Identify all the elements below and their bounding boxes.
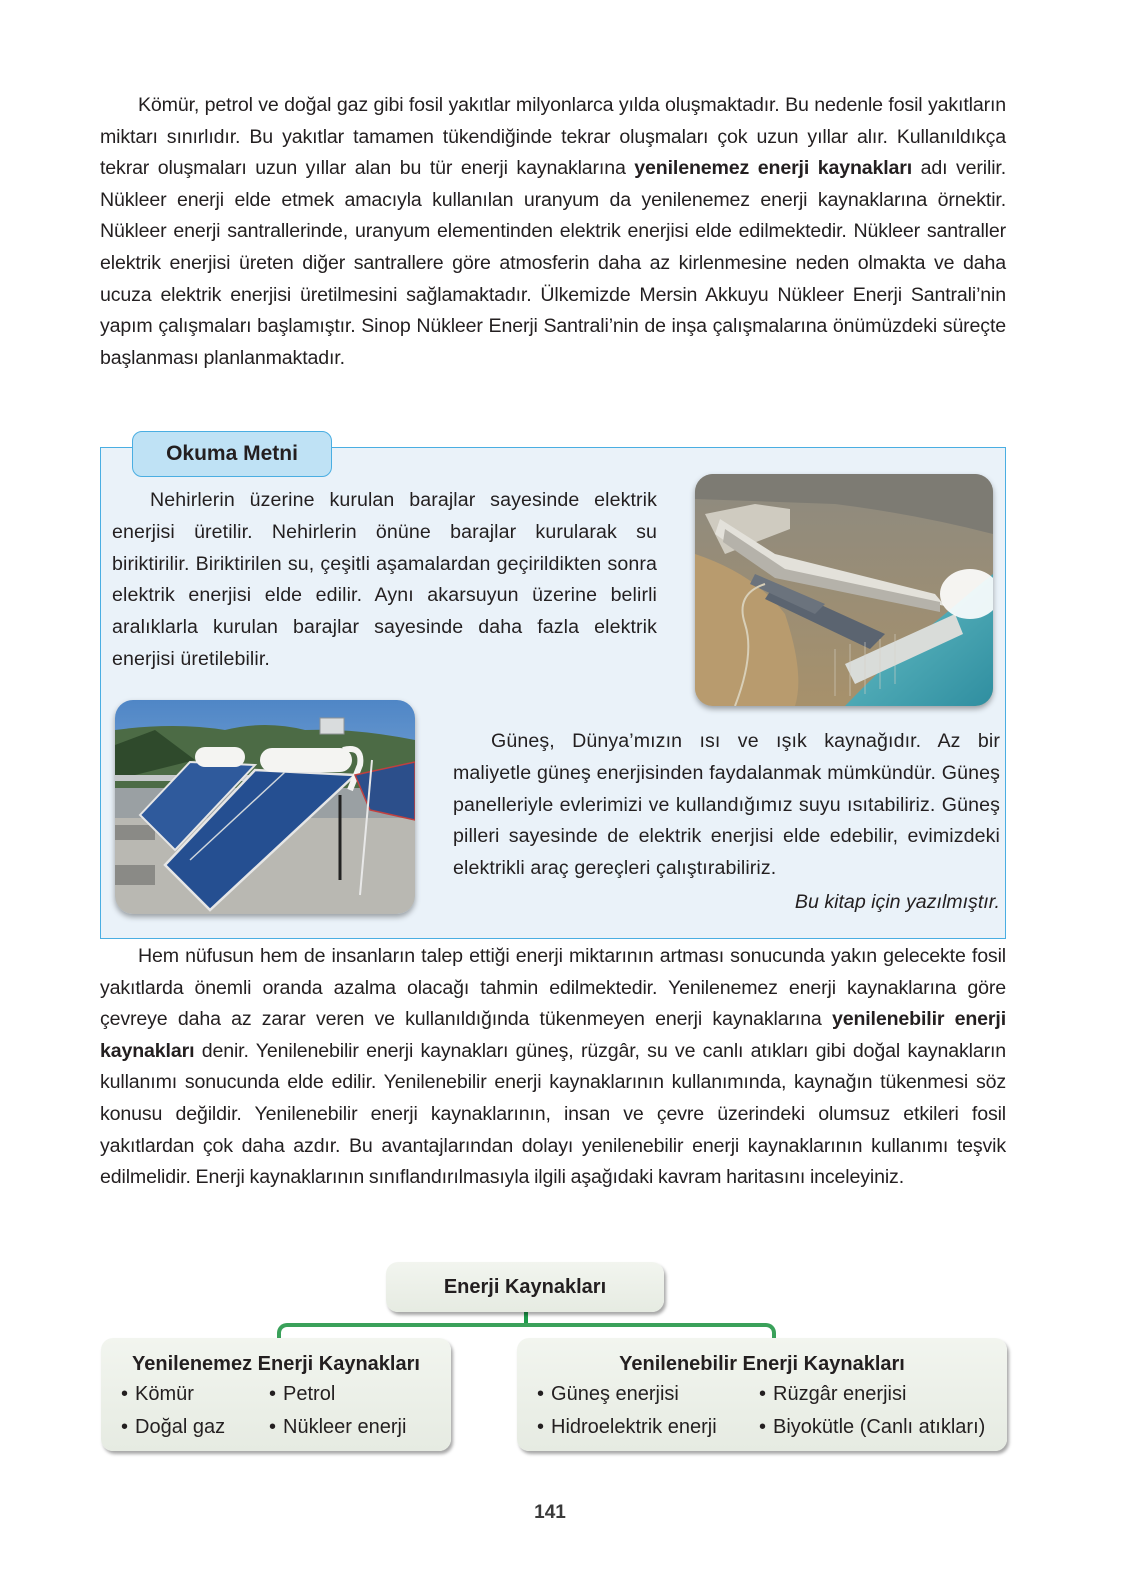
solar-water-heater-photo [115, 700, 415, 914]
nonrenewable-title: Yenilenemez Enerji Kaynakları [132, 1353, 420, 1375]
hydroelectric-dam-photo [695, 474, 993, 706]
list-item: • Biyokütle (Canlı atıkları) [759, 1411, 985, 1444]
list-item: • Petrol [269, 1378, 406, 1411]
reading-text-dam-content: Nehirlerin üzerine kurulan barajlar sayesinde elektrik enerjisi üretilir. Nehirlerin önüne barajlar kurularak su biriktirilir. Biriktirilen su, çeşitli aşamalardan geçirildikten sonra elektrik enerjisi elde edilir. Aynı akarsuyun üzerine belirli aralıklarla kurulan barajlar sayesinde daha fazla elektrik enerjisi üretilebilir. [112, 489, 657, 670]
renewable-paragraph [100, 941, 1006, 1194]
intro-paragraph [100, 90, 1006, 374]
list-item: • Doğal gaz [121, 1411, 269, 1444]
source-note: Bu kitap için yazılmıştır. [794, 891, 1000, 913]
intro-text-1: Kömür, petrol ve doğal gaz gibi fosil yakıtlar milyonlarca yılda oluşmaktadır. Bu nedenle fosil yakıtların miktarı sınırlıdır. Bu yakıtlar tamamen tükendiğinde tekrar oluşmaları çok uzun yıllar alır. Kullanıldıkça tekrar oluşmaları uzun yıllar alan bu tür enerji kaynaklarına [100, 94, 1006, 180]
reading-text-dam [112, 485, 657, 676]
list-item: • Rüzgâr enerjisi [759, 1378, 985, 1411]
list-item: • Hidroelektrik enerji [537, 1411, 759, 1444]
list-item: • Nükleer enerji [269, 1411, 406, 1444]
page-number: 141 [534, 1502, 566, 1523]
concept-map-connector [277, 1323, 776, 1339]
renewable-text-2: denir. Yenilenebilir enerji kaynakları güneş, rüzgâr, su ve canlı atıkları gibi doğal kaynakların kullanımı sonucunda elde edilir. Yenilenebilir enerji kaynaklarının kullanımında, kaynağın tükenmesi söz konusu değildir. Yenilenebilir enerji kaynaklarının, insan ve çevre üzerindeki olumsuz etkileri fosil yakıtlardan çok daha azdır. Bu avantajlarından dolayı yenilenebilir enerji kaynaklarının kullanımı teşvik edilmelidir. Enerji kaynaklarının sınıflandırılmasıyla ilgili aşağıdaki kavram haritasını inceleyiniz. [100, 1039, 1006, 1189]
concept-map-nonrenewable [101, 1338, 451, 1451]
reading-text-solar [453, 726, 1000, 885]
renewable-title: Yenilenebilir Enerji Kaynakları [619, 1353, 905, 1375]
concept-map-root: Enerji Kaynakları [386, 1262, 664, 1312]
intro-bold-term: yenilenemez enerji kaynakları [634, 157, 913, 180]
renewable-text-1: Hem nüfusun hem de insanların talep ettiği enerji miktarının artması sonucunda yakın gelecekte fosil yakıtlarda önemli oranda azalma olacağı tahmin edilmektedir. Yenilenemez enerji kaynaklarına göre çevreye daha az zarar veren ve kullanıldığında tükenmeyen enerji kaynaklarına [100, 945, 1006, 1031]
renewable-bold-term: yenilenebilir enerji kaynakları [100, 1008, 1006, 1062]
reading-box-title: Okuma Metni [132, 431, 332, 477]
renewable-list [517, 1378, 1007, 1444]
concept-map-renewable [517, 1338, 1007, 1451]
list-item: • Güneş enerjisi [537, 1378, 759, 1411]
intro-text-2: adı verilir. Nükleer enerji elde etmek amacıyla kullanılan uranyum da yenilenemez enerji kaynaklarına örnektir. Nükleer enerji santrallerinde, uranyum elementinden elektrik enerjisi elde edilmektedir. Nükleer santraller elektrik enerjisi üreten diğer santrallere göre atmosferin daha az kirlenmesine neden olmakta ve daha ucuza elektrik enerjisi üretilmesini sağlamaktadır. Ülkemizde Mersin Akkuyu Nükleer Enerji Santrali’nin yapım çalışmaları başlamıştır. Sinop Nükleer Enerji Santrali’nin de inşa çalışmalarına önümüzdeki süreçte başlanması planlanmaktadır. [100, 157, 1006, 369]
reading-text-solar-content: Güneş, Dünya’mızın ısı ve ışık kaynağıdır. Az bir maliyetle güneş enerjisinden faydalanmak mümkündür. Güneş panelleriyle evlerimizi ve kullandığımız suyu ısıtabiliriz. Güneş pilleri sayesinde de elektrik enerjisi elde edebilir, evimizdeki elektrikli araç gereçleri çalıştırabiliriz. [453, 730, 1000, 880]
nonrenewable-list [101, 1378, 451, 1444]
list-item: • Kömür [121, 1378, 269, 1411]
